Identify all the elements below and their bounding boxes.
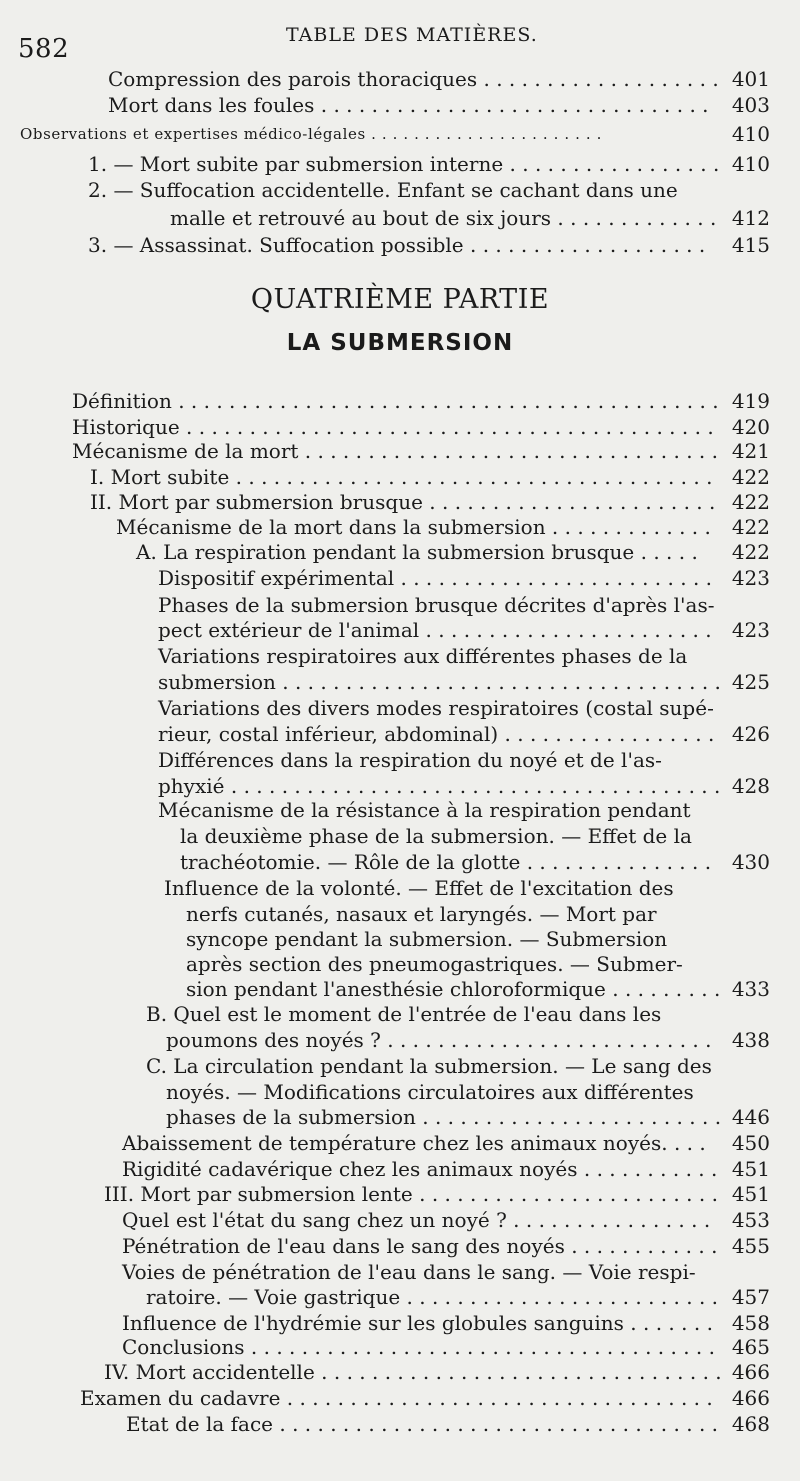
toc-entry: [0, 1104, 800, 1130]
toc-entry: [0, 976, 800, 1002]
toc-entry-text: Etat de la face . . . . . . . . . . . . . . . . . . . . . . . . . . . . . . . . . . .: [126, 1412, 719, 1436]
section-title: LA SUBMERSION: [286, 330, 514, 356]
toc-entry: [0, 1310, 800, 1336]
toc-entry: [0, 514, 800, 540]
toc-entry-page: 420: [731, 415, 770, 439]
toc-entry-page: 421: [731, 439, 770, 463]
toc-entry-text: Pénétration de l'eau dans le sang des noyés . . . . . . . . . . . .: [122, 1234, 718, 1258]
toc-entry: [0, 951, 800, 977]
toc-entry: [0, 232, 800, 258]
toc-entry-text: Rigidité cadavérique chez les animaux noyés . . . . . . . . . . .: [122, 1157, 718, 1181]
toc-entry-page: 423: [731, 618, 770, 642]
toc-entry: [0, 539, 800, 565]
toc-entry-page: 428: [731, 774, 770, 798]
toc-entry: [0, 388, 800, 414]
toc-entry: [0, 875, 800, 901]
toc-entry: [0, 747, 800, 773]
toc-entry: [0, 1181, 800, 1207]
toc-entry-text: I. Mort subite . . . . . . . . . . . . . . . . . . . . . . . . . . . . . . . . . . . . . .: [90, 465, 713, 489]
toc-entry: [0, 1284, 800, 1310]
toc-entry-text: Définition . . . . . . . . . . . . . . . . . . . . . . . . . . . . . . . . . . . . . . . . . . .: [72, 389, 719, 413]
part-title: QUATRIÈME PARTIE: [250, 284, 550, 315]
toc-entry-page: 422: [731, 490, 770, 514]
toc-entry-text: Variations des divers modes respiratoires (costal supé-: [158, 696, 714, 720]
toc-entry-page: 410: [731, 152, 770, 176]
toc-entry-text: Conclusions . . . . . . . . . . . . . . . . . . . . . . . . . . . . . . . . . . . . .: [122, 1335, 715, 1359]
toc-entry-text: malle et retrouvé au bout de six jours . . . . . . . . . . . . .: [170, 206, 717, 230]
toc-entry: [0, 92, 800, 118]
toc-entry: [0, 1259, 800, 1285]
toc-entry-page: 403: [731, 93, 770, 117]
toc-entry-page: 438: [731, 1028, 770, 1052]
toc-entry-text: Examen du cadavre . . . . . . . . . . . . . . . . . . . . . . . . . . . . . . . . . .: [80, 1386, 713, 1410]
toc-entry-page: 457: [731, 1285, 770, 1309]
toc-entry-text: trachéotomie. — Rôle de la glotte . . . . . . . . . . . . . . .: [180, 850, 712, 874]
toc-entry-text: C. La circulation pendant la submersion. — Le sang des: [146, 1054, 712, 1078]
toc-entry: [0, 205, 800, 231]
toc-entry-text: Voies de pénétration de l'eau dans le sang. — Voie respi-: [122, 1260, 696, 1284]
toc-entry: [0, 438, 800, 464]
toc-entry: [0, 1130, 800, 1156]
toc-entry: [0, 849, 800, 875]
toc-entry-page: 466: [731, 1360, 770, 1384]
toc-entry-text: IV. Mort accidentelle . . . . . . . . . . . . . . . . . . . . . . . . . . . . . . . .: [104, 1360, 722, 1384]
toc-entry: [0, 66, 800, 92]
toc-entry: [0, 1233, 800, 1259]
toc-entry-text: sion pendant l'anesthésie chloroformique . . . . . . . . .: [186, 977, 721, 1001]
toc-entry: [0, 1411, 800, 1437]
toc-entry-text: Mécanisme de la mort dans la submersion . . . . . . . . . . . . .: [116, 515, 711, 539]
page-number: 582: [18, 34, 70, 64]
toc-entry-page: 458: [731, 1311, 770, 1335]
toc-entry-page: 451: [731, 1182, 770, 1206]
toc-entry-text: la deuxième phase de la submersion. — Effet de la: [180, 824, 692, 848]
toc-entry: [0, 669, 800, 695]
toc-entry: [0, 151, 800, 177]
toc-entry-text: Variations respiratoires aux différentes phases de la: [158, 644, 688, 668]
toc-entry-text: Différences dans la respiration du noyé et de l'as-: [158, 748, 662, 772]
toc-entry-page: 430: [731, 850, 770, 874]
toc-entry-text: phyxié . . . . . . . . . . . . . . . . . . . . . . . . . . . . . . . . . . . . . . .: [158, 774, 721, 798]
toc-entry-text: B. Quel est le moment de l'entrée de l'eau dans les: [146, 1002, 662, 1026]
toc-entry-page: 422: [731, 465, 770, 489]
toc-entry: [0, 773, 800, 799]
toc-entry-text: A. La respiration pendant la submersion brusque . . . . .: [136, 540, 698, 564]
toc-entry: [0, 464, 800, 490]
toc-entry-text: noyés. — Modifications circulatoires aux différentes: [166, 1080, 694, 1104]
toc-entry: [0, 1079, 800, 1105]
toc-entry: [0, 1334, 800, 1360]
toc-entry-page: 401: [731, 67, 770, 91]
toc-entry-text: 2. — Suffocation accidentelle. Enfant se cachant dans une: [88, 178, 678, 202]
toc-entry: [0, 797, 800, 823]
toc-entry-text: Mécanisme de la résistance à la respiration pendant: [158, 798, 691, 822]
toc-entry: [0, 1027, 800, 1053]
toc-entry-page: 468: [731, 1412, 770, 1436]
toc-entry-text: Quel est l'état du sang chez un noyé ? . . . . . . . . . . . . . . . .: [122, 1208, 711, 1232]
toc-entry-text: Influence de la volonté. — Effet de l'excitation des: [164, 876, 674, 900]
toc-entry-text: III. Mort par submersion lente . . . . . . . . . . . . . . . . . . . . . . . .: [104, 1182, 718, 1206]
toc-entry-text: 1. — Mort subite par submersion interne . . . . . . . . . . . . . . . . .: [88, 152, 720, 176]
toc-entry: [0, 1359, 800, 1385]
toc-entry: [0, 1001, 800, 1027]
toc-entry: [0, 1207, 800, 1233]
toc-entry-text: Mécanisme de la mort . . . . . . . . . . . . . . . . . . . . . . . . . . . . . . . . .: [72, 439, 719, 463]
toc-entry: [0, 489, 800, 515]
toc-entry-page: 465: [731, 1335, 770, 1359]
toc-entry-text: après section des pneumogastriques. — Submer-: [186, 952, 683, 976]
toc-entry-text: submersion . . . . . . . . . . . . . . . . . . . . . . . . . . . . . . . . . . .: [158, 670, 721, 694]
toc-entry: [0, 1053, 800, 1079]
toc-entry: [0, 901, 800, 927]
toc-entry-text: II. Mort par submersion brusque . . . . . . . . . . . . . . . . . . . . . . .: [90, 490, 716, 514]
toc-entry-text: rieur, costal inférieur, abdominal) . . . . . . . . . . . . . . . . .: [158, 722, 715, 746]
toc-entry: [0, 414, 800, 440]
toc-entry-text: poumons des noyés ? . . . . . . . . . . . . . . . . . . . . . . . . . .: [166, 1028, 712, 1052]
toc-entry: [0, 592, 800, 618]
toc-entry: [0, 565, 800, 591]
toc-entry-page: 466: [731, 1386, 770, 1410]
toc-entry-text: Dispositif expérimental . . . . . . . . . . . . . . . . . . . . . . . . .: [158, 566, 713, 590]
toc-entry-text: Historique . . . . . . . . . . . . . . . . . . . . . . . . . . . . . . . . . . . . . . . . . .: [72, 415, 714, 439]
toc-entry: [0, 121, 800, 147]
toc-entry-page: 412: [731, 206, 770, 230]
toc-entry-text: ratoire. — Voie gastrique . . . . . . . . . . . . . . . . . . . . . . . . .: [146, 1285, 719, 1309]
toc-entry: [0, 177, 800, 203]
toc-entry-page: 433: [731, 977, 770, 1001]
toc-entry-text: Abaissement de température chez les animaux noyés. . . .: [122, 1131, 706, 1155]
toc-entry-page: 415: [731, 233, 770, 257]
toc-entry: [0, 695, 800, 721]
toc-entry-page: 453: [731, 1208, 770, 1232]
running-title: TABLE DES MATIÈRES.: [286, 24, 538, 46]
toc-entry-text: Phases de la submersion brusque décrites d'après l'as-: [158, 593, 715, 617]
toc-entry-page: 450: [731, 1131, 770, 1155]
toc-entry: [0, 1385, 800, 1411]
toc-entry-text: Influence de l'hydrémie sur les globules sanguins . . . . . . .: [122, 1311, 713, 1335]
toc-entry: [0, 617, 800, 643]
toc-entry: [0, 823, 800, 849]
toc-entry-text: nerfs cutanés, nasaux et laryngés. — Mort par: [186, 902, 657, 926]
toc-entry-page: 422: [731, 515, 770, 539]
toc-entry: [0, 643, 800, 669]
toc-entry-page: 451: [731, 1157, 770, 1181]
toc-entry-text: Observations et expertises médico-légales . . . . . . . . . . . . . . . . . . . . . .: [20, 125, 602, 143]
toc-entry-page: 425: [731, 670, 770, 694]
toc-entry: [0, 1156, 800, 1182]
toc-entry-page: 422: [731, 540, 770, 564]
toc-entry-page: 423: [731, 566, 770, 590]
toc-entry: [0, 926, 800, 952]
toc-entry: [0, 721, 800, 747]
toc-entry-page: 410: [731, 122, 770, 146]
toc-entry-text: syncope pendant la submersion. — Submersion: [186, 927, 668, 951]
toc-entry-text: Mort dans les foules . . . . . . . . . . . . . . . . . . . . . . . . . . . . . . .: [108, 93, 709, 117]
toc-entry-text: phases de la submersion . . . . . . . . . . . . . . . . . . . . . . . .: [166, 1105, 722, 1129]
toc-entry-page: 455: [731, 1234, 770, 1258]
toc-entry-page: 446: [731, 1105, 770, 1129]
toc-entry-text: pect extérieur de l'animal . . . . . . . . . . . . . . . . . . . . . . .: [158, 618, 712, 642]
toc-entry-text: 3. — Assassinat. Suffocation possible . . . . . . . . . . . . . . . . . . .: [88, 233, 706, 257]
toc-entry-text: Compression des parois thoraciques . . . . . . . . . . . . . . . . . . .: [108, 67, 719, 91]
toc-entry-page: 426: [731, 722, 770, 746]
toc-entry-page: 419: [731, 389, 770, 413]
